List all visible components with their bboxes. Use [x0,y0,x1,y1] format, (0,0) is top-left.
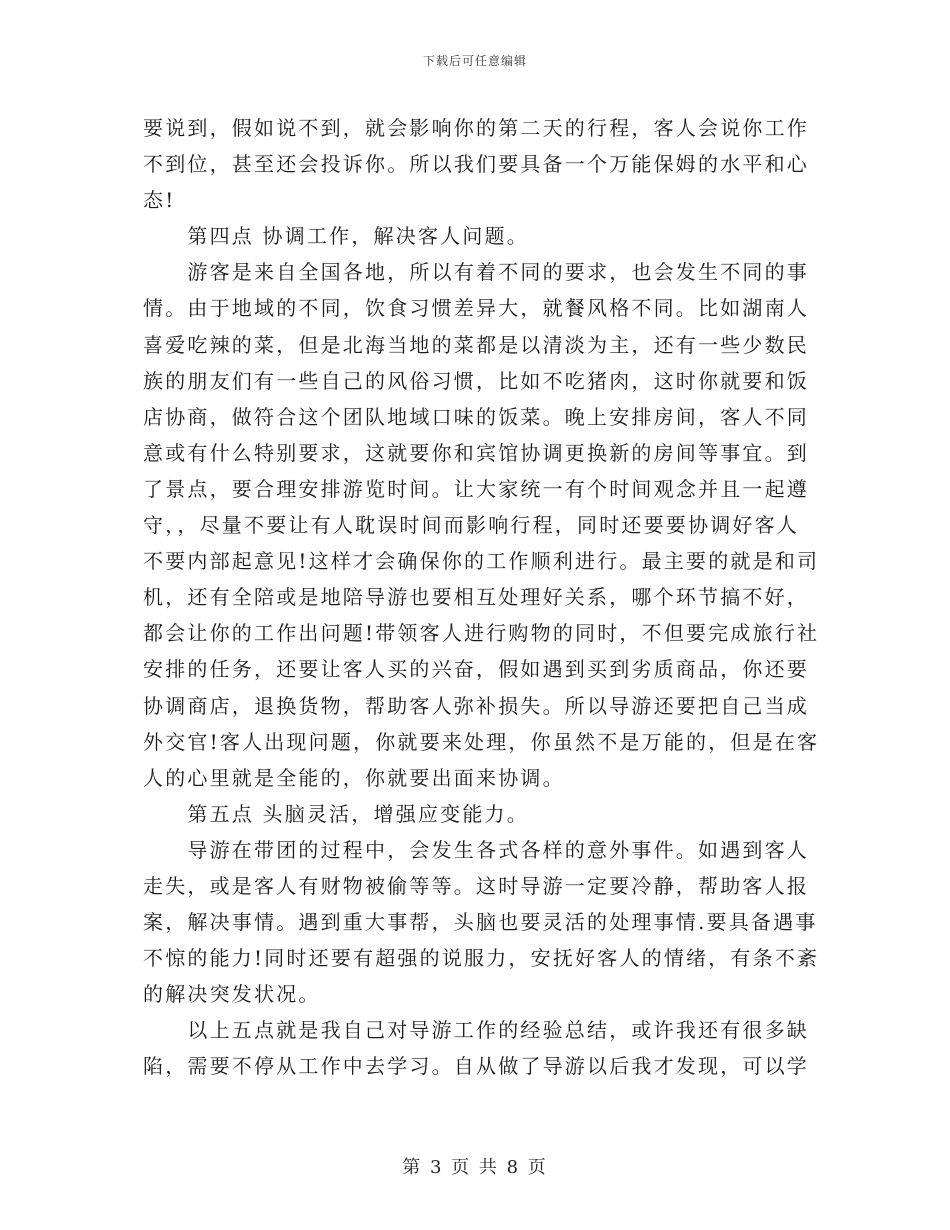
section-heading-5: 第五点 头脑灵活，增强应变能力。 [143,801,529,826]
page-number: 第 3 页 共 8 页 [402,1157,548,1178]
body-line: 外交官!客人出现问题，你就要来处理，你虽然不是万能的，但是在客 [143,729,820,754]
body-line: 意或有什么特别要求，这就要你和宾馆协调更换新的房间等事宜。到 [143,440,809,465]
body-line: 安排的任务，还要让客人买的兴奋，假如遇到买到劣质商品，你还要 [143,657,809,682]
body-line: 不惊的能力!同时还要有超强的说服力，安抚好客人的情绪，有条不紊 [143,946,820,971]
body-line: 都会让你的工作出问题!带领客人进行购物的同时，不但要完成旅行社 [143,621,820,646]
section-heading-4: 第四点 协调工作，解决客人问题。 [143,224,529,249]
body-line: 店协商，做符合这个团队地域口味的饭菜。晚上安排房间，客人不同 [143,404,809,429]
body-line: 情。由于地域的不同，饮食习惯差异大，就餐风格不同。比如湖南人 [143,296,809,321]
page-header: 下载后可任意编辑 [422,54,527,68]
body-line: 的解决突发状况。 [143,982,321,1007]
body-line: 机，还有全陪或是地陪导游也要相互处理好关系，哪个环节搞不好， [143,585,809,610]
body-line: 守，，尽量不要让有人耽误时间而影响行程，同时还要要协调好客人 [143,513,799,538]
document-body [143,110,820,1085]
body-line: 人的心里就是全能的，你就要出面来协调。 [143,765,565,790]
body-line: 态! [143,188,176,213]
body-line: 协调商店，退换货物，帮助客人弥补损失。所以导游还要把自己当成 [143,693,809,718]
body-line: 喜爱吃辣的菜，但是北海当地的菜都是以清淡为主，还有一些少数民 [143,332,809,357]
body-line: 要说到，假如说不到，就会影响你的第二天的行程，客人会说你工作 [143,116,809,140]
body-line: 导游在带团的过程中，会发生各式各样的意外事件。如遇到客人 [143,837,809,862]
body-line: 族的朋友们有一些自己的风俗习惯，比如不吃猪肉，这时你就要和饭 [143,368,809,393]
body-line: 以上五点就是我自己对导游工作的经验总结，或许我还有很多缺 [143,1018,809,1043]
body-line: 走失，或是客人有财物被偷等等。这时导游一定要冷静，帮助客人报 [143,873,809,898]
body-line: 游客是来自全国各地，所以有着不同的要求，也会发生不同的事 [143,260,809,285]
body-line: 不到位，甚至还会投诉你。所以我们要具备一个万能保姆的水平和心 [143,152,809,177]
body-line: 不要内部起意见!这样才会确保你的工作顺利进行。最主要的就是和司 [143,549,820,574]
body-line: 案，解决事情。遇到重大事帮，头脑也要灵活的处理事情.要具备遇事 [143,910,818,935]
body-line: 陷，需要不停从工作中去学习。自从做了导游以后我才发现，可以学 [143,1054,809,1079]
body-line: 了景点，要合理安排游览时间。让大家统一有个时间观念并且一起遵 [143,476,809,501]
